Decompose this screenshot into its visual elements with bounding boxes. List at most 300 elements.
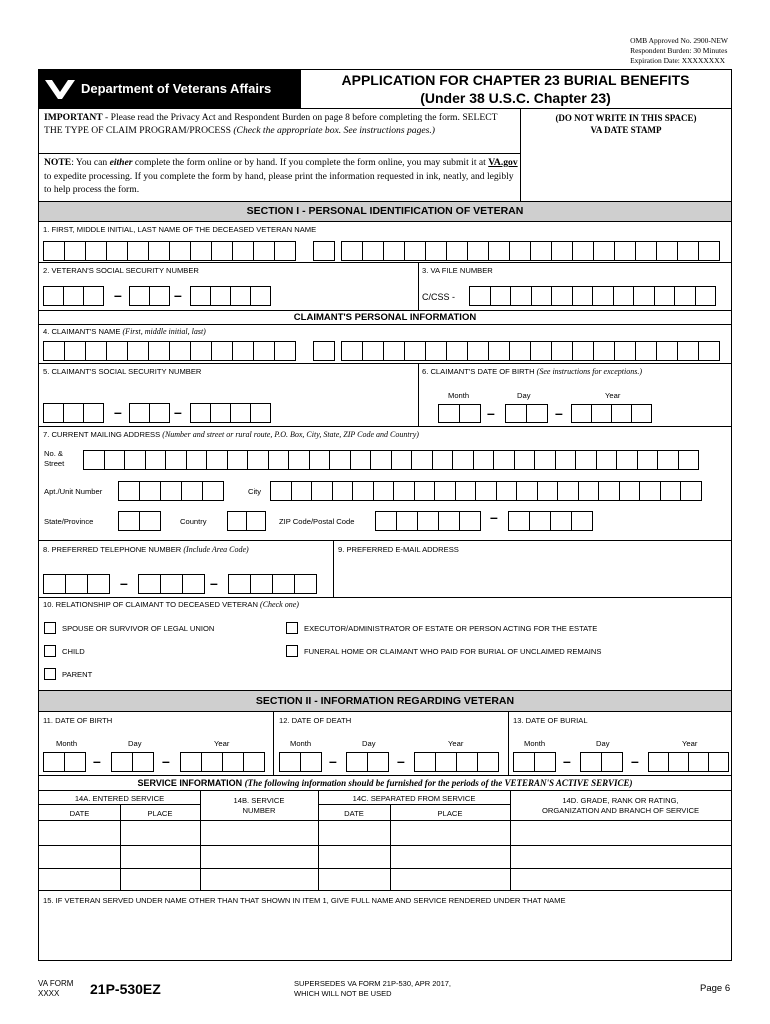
char-box[interactable] — [488, 241, 510, 261]
col-14a-date: DATE — [69, 809, 90, 818]
char-box[interactable] — [202, 481, 224, 501]
char-box[interactable] — [572, 286, 594, 306]
char-box[interactable] — [127, 341, 149, 361]
q2-ssn-part3[interactable] — [190, 286, 270, 306]
char-box[interactable] — [490, 286, 512, 306]
char-box[interactable] — [232, 341, 254, 361]
q13-day-label: Day — [596, 739, 610, 748]
char-box[interactable] — [181, 481, 203, 501]
char-box[interactable] — [145, 450, 167, 470]
char-box[interactable] — [43, 574, 66, 594]
char-box[interactable] — [270, 481, 292, 501]
executor-checkbox[interactable] — [286, 622, 298, 634]
char-box[interactable] — [201, 752, 223, 772]
va-gov-link[interactable]: VA.gov — [488, 157, 518, 168]
char-box[interactable] — [222, 752, 244, 772]
char-box[interactable] — [611, 404, 632, 423]
char-box[interactable] — [516, 481, 538, 501]
char-box[interactable] — [514, 450, 536, 470]
apt-unit-boxes[interactable] — [118, 481, 223, 501]
q6-year-boxes[interactable] — [571, 404, 651, 423]
no-street-label — [44, 449, 64, 469]
zip-part2-boxes[interactable] — [508, 511, 592, 531]
char-box[interactable] — [469, 286, 491, 306]
char-box[interactable] — [551, 286, 573, 306]
char-box[interactable] — [509, 241, 531, 261]
char-box[interactable] — [311, 481, 333, 501]
char-box[interactable] — [414, 481, 436, 501]
char-box[interactable] — [169, 241, 191, 261]
char-box[interactable] — [619, 481, 641, 501]
char-box[interactable] — [432, 450, 454, 470]
date-stamp-area — [521, 112, 731, 136]
char-box[interactable] — [106, 241, 128, 261]
char-box[interactable] — [534, 752, 556, 772]
char-box[interactable] — [534, 450, 556, 470]
char-box[interactable] — [64, 752, 86, 772]
char-box[interactable] — [243, 752, 265, 772]
char-box[interactable] — [329, 450, 351, 470]
q8-label — [43, 545, 249, 554]
char-box[interactable] — [639, 481, 661, 501]
char-box[interactable] — [370, 450, 392, 470]
q1-first-name-boxes[interactable] — [43, 241, 295, 261]
char-box[interactable] — [139, 511, 161, 531]
char-box[interactable] — [635, 341, 657, 361]
char-box[interactable] — [571, 511, 593, 531]
omb-number: OMB Approved No. 2900-NEW — [630, 36, 728, 45]
char-box[interactable] — [190, 286, 211, 306]
char-box[interactable] — [148, 241, 170, 261]
phone-prefix-boxes[interactable] — [138, 574, 204, 594]
char-box[interactable] — [616, 450, 638, 470]
char-box[interactable] — [43, 752, 65, 772]
char-box[interactable] — [575, 450, 597, 470]
char-box[interactable] — [530, 241, 552, 261]
char-box[interactable] — [63, 286, 84, 306]
char-box[interactable] — [614, 341, 636, 361]
section-2-header: SECTION II - INFORMATION REGARDING VETERAN — [39, 691, 731, 711]
char-box[interactable] — [138, 574, 161, 594]
char-box[interactable] — [250, 574, 273, 594]
va-seal-icon — [43, 76, 77, 102]
q4-first-name-boxes[interactable] — [43, 341, 295, 361]
col-14a-place: PLACE — [147, 809, 173, 818]
q12-day-label: Day — [362, 739, 376, 748]
claimant-info-header: CLAIMANT'S PERSONAL INFORMATION — [293, 312, 477, 323]
stamp-label: VA DATE STAMP — [590, 125, 662, 135]
char-box[interactable] — [165, 450, 187, 470]
note-text-2: complete the form online or by hand. If you complete the form online, you may submit it at — [132, 157, 489, 168]
char-box[interactable] — [250, 286, 271, 306]
char-box[interactable] — [274, 241, 296, 261]
char-box[interactable] — [182, 574, 205, 594]
q5-ssn-part2[interactable] — [129, 403, 169, 423]
char-box[interactable] — [180, 752, 202, 772]
char-box[interactable] — [274, 341, 296, 361]
char-box[interactable] — [633, 286, 655, 306]
char-box[interactable] — [362, 341, 384, 361]
q6-month-boxes[interactable] — [438, 404, 480, 423]
char-box[interactable] — [488, 341, 510, 361]
char-box[interactable] — [65, 574, 88, 594]
char-box[interactable] — [637, 450, 659, 470]
char-box[interactable] — [456, 752, 478, 772]
char-box[interactable] — [43, 286, 64, 306]
q3-label: 3. VA FILE NUMBER — [422, 266, 493, 275]
char-box[interactable] — [160, 574, 183, 594]
phone-dash-1: – — [120, 575, 128, 591]
char-box[interactable] — [572, 341, 594, 361]
char-box[interactable] — [473, 450, 495, 470]
char-box[interactable] — [375, 511, 397, 531]
char-box[interactable] — [572, 241, 594, 261]
q5-label: 5. CLAIMANT'S SOCIAL SECURITY NUMBER — [43, 367, 202, 376]
char-box[interactable] — [393, 481, 415, 501]
char-box[interactable] — [654, 286, 676, 306]
char-box[interactable] — [272, 574, 295, 594]
ccss-label: C/CSS - — [422, 292, 456, 302]
char-box[interactable] — [83, 286, 104, 306]
q1-last-name-boxes[interactable] — [341, 241, 719, 261]
char-box[interactable] — [467, 241, 489, 261]
parent-label: PARENT — [62, 670, 93, 679]
expiration-date: Expiration Date: XXXXXXXX — [630, 56, 726, 65]
q12-day-boxes[interactable] — [346, 752, 388, 772]
char-box[interactable] — [435, 752, 457, 772]
char-box[interactable] — [279, 752, 301, 772]
executor-label: EXECUTOR/ADMINISTRATOR OF ESTATE OR PERSON ACTING FOR THE ESTATE — [304, 624, 598, 633]
char-box[interactable] — [660, 481, 682, 501]
char-box[interactable] — [352, 481, 374, 501]
char-box[interactable] — [678, 450, 700, 470]
char-box[interactable] — [580, 752, 602, 772]
char-box[interactable] — [313, 341, 335, 361]
char-box[interactable] — [557, 481, 579, 501]
char-box[interactable] — [106, 341, 128, 361]
char-box[interactable] — [688, 752, 709, 772]
char-box[interactable] — [253, 241, 275, 261]
char-box[interactable] — [571, 404, 592, 423]
q11-day-boxes[interactable] — [111, 752, 153, 772]
q1-middle-initial-box[interactable] — [313, 241, 334, 261]
important-instructions — [44, 111, 518, 137]
agency-name: Department of Veterans Affairs — [81, 81, 272, 96]
char-box[interactable] — [111, 752, 133, 772]
char-box[interactable] — [529, 511, 551, 531]
char-box[interactable] — [438, 511, 460, 531]
char-box[interactable] — [300, 752, 322, 772]
char-box[interactable] — [64, 241, 86, 261]
phone-line-boxes[interactable] — [228, 574, 316, 594]
stamp-note: (DO NOT WRITE IN THIS SPACE) — [555, 113, 697, 123]
char-box[interactable] — [288, 450, 310, 470]
q5-ssn-part1[interactable] — [43, 403, 103, 423]
char-box[interactable] — [698, 241, 720, 261]
char-box[interactable] — [391, 450, 413, 470]
char-box[interactable] — [383, 241, 405, 261]
char-box[interactable] — [596, 450, 618, 470]
char-box[interactable] — [124, 450, 146, 470]
char-box[interactable] — [452, 450, 474, 470]
char-box[interactable] — [63, 403, 84, 423]
char-box[interactable] — [346, 752, 368, 772]
char-box[interactable] — [129, 403, 150, 423]
char-box[interactable] — [246, 511, 266, 531]
char-box[interactable] — [657, 450, 679, 470]
char-box[interactable] — [291, 481, 313, 501]
char-box[interactable] — [341, 241, 363, 261]
char-box[interactable] — [373, 481, 395, 501]
char-box[interactable] — [635, 241, 657, 261]
char-box[interactable] — [467, 341, 489, 361]
email-field[interactable] — [334, 556, 730, 596]
q12-dash-2: – — [397, 753, 405, 769]
q5-ssn-part3[interactable] — [190, 403, 270, 423]
char-box[interactable] — [477, 752, 499, 772]
char-box[interactable] — [656, 241, 678, 261]
char-box[interactable] — [425, 341, 447, 361]
col-14a-header: 14A. ENTERED SERVICE — [74, 794, 165, 803]
q4-middle-initial-box[interactable] — [313, 341, 334, 361]
parent-checkbox[interactable] — [44, 668, 56, 680]
char-box[interactable] — [668, 752, 689, 772]
char-box[interactable] — [309, 450, 331, 470]
char-box[interactable] — [367, 752, 389, 772]
char-box[interactable] — [227, 450, 249, 470]
char-box[interactable] — [186, 450, 208, 470]
char-box[interactable] — [493, 450, 515, 470]
char-box[interactable] — [598, 481, 620, 501]
char-box[interactable] — [148, 341, 170, 361]
char-box[interactable] — [537, 481, 559, 501]
q13-day-boxes[interactable] — [580, 752, 622, 772]
q12-year-boxes[interactable] — [414, 752, 498, 772]
char-box[interactable] — [362, 241, 384, 261]
char-box[interactable] — [85, 341, 107, 361]
char-box[interactable] — [438, 404, 460, 423]
col-14b-header — [200, 796, 318, 816]
char-box[interactable] — [253, 341, 275, 361]
char-box[interactable] — [434, 481, 456, 501]
q11-dash-1: – — [93, 753, 101, 769]
char-box[interactable] — [350, 450, 372, 470]
country-boxes[interactable] — [227, 511, 265, 531]
apt-label: Apt./Unit Number — [44, 487, 103, 496]
phone-area-boxes[interactable] — [43, 574, 109, 594]
q12-month-label: Month — [290, 739, 312, 748]
col-14d-header — [510, 796, 731, 816]
spouse-label: SPOUSE OR SURVIVOR OF LEGAL UNION — [62, 624, 215, 633]
q6-day-boxes[interactable] — [505, 404, 547, 423]
char-box[interactable] — [677, 341, 699, 361]
char-box[interactable] — [455, 481, 477, 501]
char-box[interactable] — [578, 481, 600, 501]
char-box[interactable] — [695, 286, 717, 306]
char-box[interactable] — [169, 341, 191, 361]
char-box[interactable] — [139, 481, 161, 501]
char-box[interactable] — [247, 450, 269, 470]
char-box[interactable] — [211, 341, 233, 361]
char-box[interactable] — [411, 450, 433, 470]
q11-year-label: Year — [214, 739, 230, 748]
char-box[interactable] — [496, 481, 518, 501]
char-box[interactable] — [446, 241, 468, 261]
char-box[interactable] — [613, 286, 635, 306]
char-box[interactable] — [531, 286, 553, 306]
q6-label — [422, 367, 642, 376]
char-box[interactable] — [508, 511, 530, 531]
char-box[interactable] — [383, 341, 405, 361]
city-boxes[interactable] — [270, 481, 701, 501]
char-box[interactable] — [210, 286, 231, 306]
char-box[interactable] — [551, 241, 573, 261]
spouse-checkbox[interactable] — [44, 622, 56, 634]
omb-info — [630, 36, 728, 66]
char-box[interactable] — [446, 341, 468, 361]
char-box[interactable] — [132, 752, 154, 772]
char-box[interactable] — [601, 752, 623, 772]
q13-year-boxes[interactable] — [648, 752, 728, 772]
char-box[interactable] — [230, 403, 251, 423]
char-box[interactable] — [190, 241, 212, 261]
char-box[interactable] — [341, 341, 363, 361]
char-box[interactable] — [149, 286, 170, 306]
funeral-home-checkbox[interactable] — [286, 645, 298, 657]
char-box[interactable] — [211, 241, 233, 261]
char-box[interactable] — [505, 404, 527, 423]
q7-italic: (Number and street or rural route, P.O. Box, City, State, ZIP Code and Country) — [162, 430, 419, 439]
street-address-boxes[interactable] — [83, 450, 698, 470]
char-box[interactable] — [43, 341, 65, 361]
char-box[interactable] — [551, 341, 573, 361]
char-box[interactable] — [614, 241, 636, 261]
char-box[interactable] — [680, 481, 702, 501]
char-box[interactable] — [592, 286, 614, 306]
char-box[interactable] — [210, 403, 231, 423]
char-box[interactable] — [509, 341, 531, 361]
char-box[interactable] — [190, 341, 212, 361]
char-box[interactable] — [425, 241, 447, 261]
char-box[interactable] — [417, 511, 439, 531]
char-box[interactable] — [227, 511, 247, 531]
char-box[interactable] — [530, 341, 552, 361]
q15-label: 15. IF VETERAN SERVED UNDER NAME OTHER THAN THAT SHOWN IN ITEM 1, GIVE FULL NAME AND SERVICE RENDERED UNDER THAT NAME — [43, 896, 566, 905]
q2-ssn-part1[interactable] — [43, 286, 103, 306]
char-box[interactable] — [190, 403, 211, 423]
q8-italic: (Include Area Code) — [183, 545, 249, 554]
char-box[interactable] — [591, 404, 612, 423]
state-boxes[interactable] — [118, 511, 160, 531]
q2-ssn-part2[interactable] — [129, 286, 169, 306]
char-box[interactable] — [268, 450, 290, 470]
q10-label — [43, 600, 299, 609]
char-box[interactable] — [631, 404, 652, 423]
char-box[interactable] — [85, 241, 107, 261]
char-box[interactable] — [104, 450, 126, 470]
q13-month-boxes[interactable] — [513, 752, 555, 772]
char-box[interactable] — [206, 450, 228, 470]
char-box[interactable] — [698, 341, 720, 361]
q6-month-label: Month — [448, 391, 470, 400]
char-box[interactable] — [656, 341, 678, 361]
footer-va-form — [38, 979, 73, 999]
char-box[interactable] — [230, 286, 251, 306]
q11-month-boxes[interactable] — [43, 752, 85, 772]
char-box[interactable] — [127, 241, 149, 261]
char-box[interactable] — [677, 241, 699, 261]
no-street-line1: No. & — [44, 449, 63, 458]
char-box[interactable] — [555, 450, 577, 470]
zip-part1-boxes[interactable] — [375, 511, 480, 531]
char-box[interactable] — [83, 403, 104, 423]
char-box[interactable] — [83, 450, 105, 470]
char-box[interactable] — [313, 241, 335, 261]
char-box[interactable] — [708, 752, 729, 772]
char-box[interactable] — [87, 574, 110, 594]
note-text-3: to expedite processing. If you complete the form by hand, please print the information requested in ink, neatly, and legibly to help process the form. — [44, 170, 514, 195]
char-box[interactable] — [43, 241, 65, 261]
important-italic: (Check the appropriate box. See instructions pages.) — [233, 125, 435, 136]
char-box[interactable] — [404, 241, 426, 261]
phone-dash-2: – — [210, 575, 218, 591]
q11-year-boxes[interactable] — [180, 752, 264, 772]
char-box[interactable] — [510, 286, 532, 306]
col-14c-date: DATE — [344, 809, 364, 818]
char-box[interactable] — [526, 404, 548, 423]
q6-day-label: Day — [517, 391, 531, 400]
char-box[interactable] — [396, 511, 418, 531]
zip-dash: – — [490, 509, 498, 525]
char-box[interactable] — [674, 286, 696, 306]
char-box[interactable] — [459, 511, 481, 531]
char-box[interactable] — [64, 341, 86, 361]
char-box[interactable] — [294, 574, 317, 594]
q6-dash-2: – — [555, 405, 563, 421]
char-box[interactable] — [593, 341, 615, 361]
child-checkbox[interactable] — [44, 645, 56, 657]
q12-month-boxes[interactable] — [279, 752, 321, 772]
q6-dash-1: – — [487, 405, 495, 421]
char-box[interactable] — [43, 403, 64, 423]
q13-label: 13. DATE OF BURIAL — [513, 716, 588, 725]
char-box[interactable] — [232, 241, 254, 261]
char-box[interactable] — [332, 481, 354, 501]
q3-va-file-boxes[interactable] — [469, 286, 715, 306]
char-box[interactable] — [593, 241, 615, 261]
char-box[interactable] — [118, 511, 140, 531]
char-box[interactable] — [459, 404, 481, 423]
char-box[interactable] — [228, 574, 251, 594]
char-box[interactable] — [129, 286, 150, 306]
footer-form-number: 21P-530EZ — [90, 981, 161, 997]
footer-page-number: Page 6 — [700, 983, 731, 994]
char-box[interactable] — [475, 481, 497, 501]
child-label: CHILD — [62, 647, 85, 656]
char-box[interactable] — [513, 752, 535, 772]
char-box[interactable] — [550, 511, 572, 531]
form-title — [300, 71, 731, 107]
char-box[interactable] — [404, 341, 426, 361]
q4-last-name-boxes[interactable] — [341, 341, 719, 361]
char-box[interactable] — [118, 481, 140, 501]
q15-field[interactable] — [40, 908, 730, 960]
char-box[interactable] — [149, 403, 170, 423]
char-box[interactable] — [250, 403, 271, 423]
char-box[interactable] — [414, 752, 436, 772]
char-box[interactable] — [160, 481, 182, 501]
char-box[interactable] — [648, 752, 669, 772]
